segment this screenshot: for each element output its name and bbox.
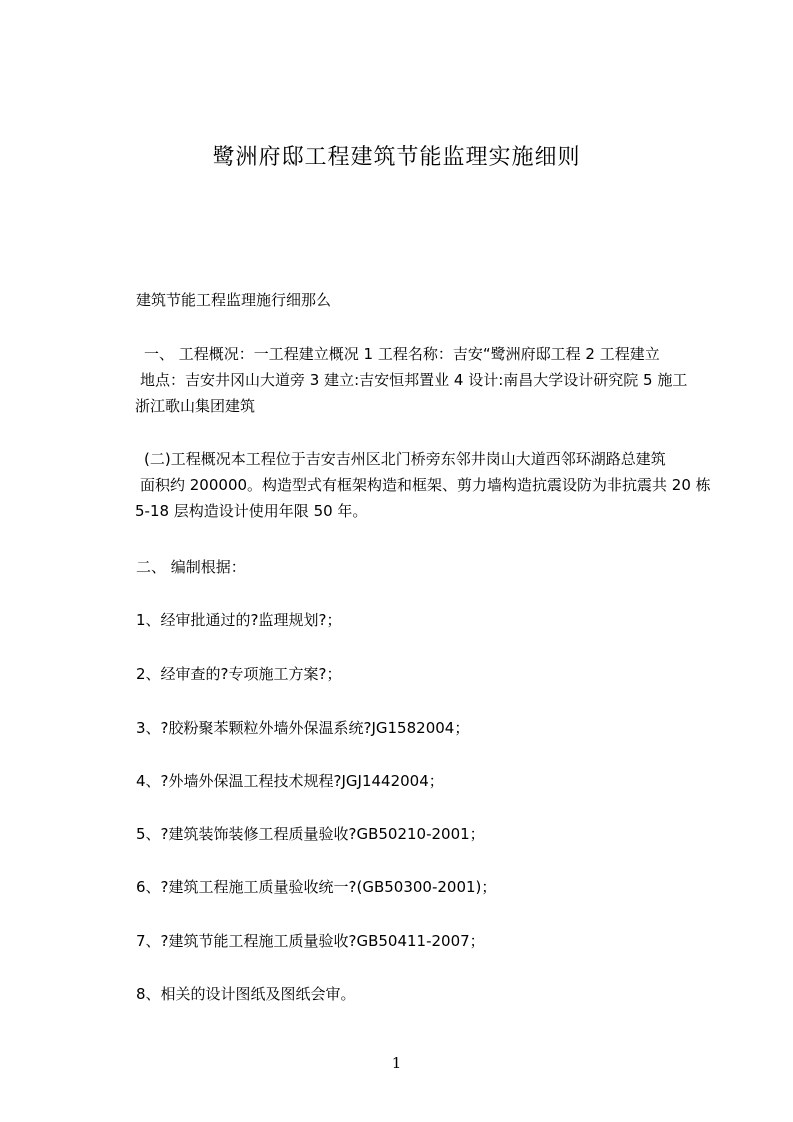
basis-item: 6、?建筑工程施工质量验收统一?(GB50300-2001)； (136, 878, 497, 896)
section-1-line: 地点：吉安井冈山大道旁 3 建立:吉安恒邦置业 4 设计:南昌大学设计研究院 5 施工 (140, 371, 688, 389)
basis-item: 1、经审批通过的?监理规划?； (136, 611, 342, 629)
section-2-heading: 二、 编制根据： (136, 558, 246, 576)
section-1-line: 浙江歌山集团建筑 (135, 397, 256, 415)
section-1-line: 一、 工程概况：一工程建立概况 1 工程名称：吉安“鹭洲府邸工程 2 工程建立 (144, 345, 660, 363)
document-subtitle: 建筑节能工程监理施行细那么 (136, 291, 332, 309)
basis-item: 7、?建筑节能工程施工质量验收?GB50411-2007； (136, 932, 485, 950)
basis-item: 4、?外墙外保温工程技术规程?JGJ1442004； (136, 772, 444, 790)
basis-item: 2、经审查的?专项施工方案?； (136, 665, 342, 683)
basis-item: 3、?胶粉聚苯颗粒外墙外保温系统?JG1582004； (136, 719, 470, 737)
basis-item: 8、相关的设计图纸及图纸会审。 (136, 985, 356, 1003)
section-1-paragraph (136, 341, 706, 419)
section-1b-line: 面积约 200000。构造型式有框架构造和框架、剪力墙构造抗震设防为非抗震共 20 栋 (140, 476, 711, 494)
basis-item: 5、?建筑装饰装修工程质量验收?GB50210-2001； (136, 825, 485, 843)
section-1b-paragraph (135, 446, 711, 524)
section-1b-line: 5-18 层构造设计使用年限 50 年。 (135, 502, 368, 520)
page-number: 1 (391, 1054, 402, 1072)
section-1b-line: (二)工程概况本工程位于吉安吉州区北门桥旁东邻井岗山大道西邻环湖路总建筑 (144, 450, 666, 468)
document-title: 鹭洲府邸工程建筑节能监理实施细则 (212, 145, 581, 170)
